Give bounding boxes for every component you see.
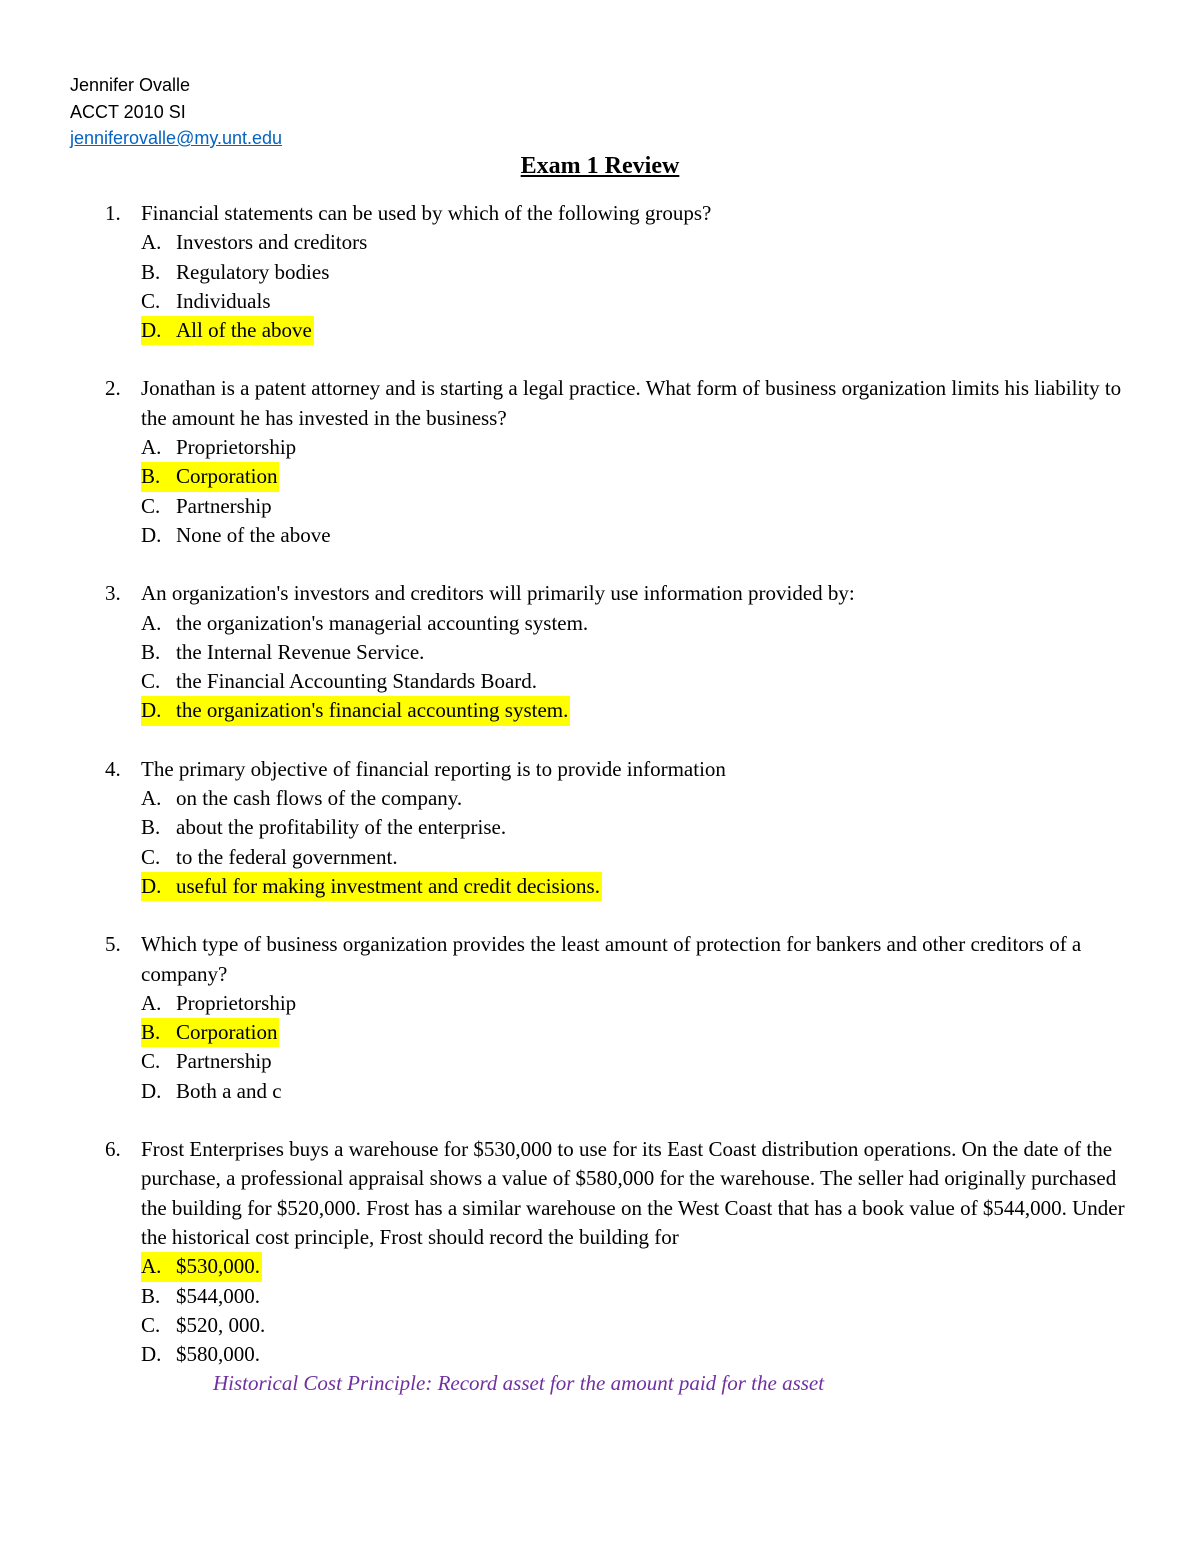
answer-choice (141, 1340, 1135, 1369)
answer-choice (141, 1311, 1135, 1340)
answer-choice (141, 638, 1135, 667)
question-number: 4. (105, 756, 121, 781)
answer-choice (141, 989, 1135, 1018)
explanation-note: Historical Cost Principle: Record asset for the amount paid for the asset (213, 1371, 825, 1396)
choice-letter: D. (141, 522, 162, 547)
question-text: An organization's investors and creditors will primarily use information provided by: (141, 581, 855, 606)
choice-text: Regulatory bodies (176, 259, 330, 284)
author-name: Jennifer Ovalle (70, 75, 191, 95)
choice-text: the organization's financial accounting system. (176, 698, 569, 723)
author-email-link[interactable]: jenniferovalle@my.unt.edu (70, 128, 283, 148)
choice-text: the Financial Accounting Standards Board. (176, 669, 538, 694)
choice-text: Partnership (176, 1049, 272, 1074)
choice-text: Investors and creditors (176, 230, 368, 255)
choice-letter: C. (141, 669, 161, 694)
choice-text: Corporation (176, 1020, 278, 1045)
answer-choice (141, 609, 1135, 638)
choice-letter: B. (141, 259, 161, 284)
answer-choice (141, 813, 1135, 842)
choice-letter: A. (141, 610, 162, 635)
question-text: Which type of business organization provides the least amount of protection for bankers and other creditors of a company? (141, 932, 1082, 986)
choice-letter: C. (141, 493, 161, 518)
answer-choice (141, 258, 1135, 287)
choice-text: to the federal government. (176, 844, 398, 869)
choice-letter: C. (141, 1049, 161, 1074)
question-3 (105, 579, 1135, 725)
answer-choice (141, 492, 1135, 521)
answer-choice-correct (141, 462, 279, 491)
choice-letter: A. (141, 1254, 162, 1279)
choice-letter: A. (141, 990, 162, 1015)
question-text: Frost Enterprises buys a warehouse for $530,000 to use for its East Coast distribution operations. On the date of the purchase, a professional appraisal shows a value of $580,000 for the warehouse. The seller had originally purchased the building for $520,000. Frost has a similar warehouse on the West Coast that has a book value of $544,000. Under the historical cost principle, Frost should record the building for (141, 1137, 1125, 1249)
choice-text: Proprietorship (176, 435, 297, 460)
answer-choice-correct (141, 1252, 262, 1281)
choice-letter: A. (141, 786, 162, 811)
course-code: ACCT 2010 SI (70, 101, 186, 122)
question-list (105, 199, 1135, 1428)
question-number: 5. (105, 932, 121, 957)
question-2 (105, 374, 1135, 550)
choice-text: about the profitability of the enterprise. (176, 815, 507, 840)
choice-letter: A. (141, 230, 162, 255)
answer-choice (141, 433, 1135, 462)
question-text: The primary objective of financial reporting is to provide information (141, 756, 726, 781)
choice-letter: C. (141, 1312, 161, 1337)
question-number: 2. (105, 376, 121, 401)
question-text: Jonathan is a patent attorney and is starting a legal practice. What form of business organization limits his liability to the amount he has invested in the business? (141, 376, 1122, 430)
question-6 (105, 1135, 1135, 1399)
answer-choice (141, 784, 1135, 813)
answer-choice-correct (141, 1018, 279, 1047)
question-1 (105, 199, 1135, 345)
choice-letter: B. (141, 815, 161, 840)
answer-choice (141, 843, 1135, 872)
choice-letter: B. (141, 464, 161, 489)
choice-text: the Internal Revenue Service. (176, 639, 425, 664)
answer-choice (141, 1047, 1135, 1076)
question-number: 3. (105, 581, 121, 606)
document-header (70, 72, 282, 152)
answer-choice (141, 1282, 1135, 1311)
choice-text: Partnership (176, 493, 272, 518)
choice-letter: C. (141, 288, 161, 313)
choice-letter: D. (141, 1078, 162, 1103)
choice-text: useful for making investment and credit decisions. (176, 873, 600, 898)
choice-text: Individuals (176, 288, 271, 313)
question-number: 1. (105, 201, 121, 225)
answer-choice-correct (141, 872, 602, 901)
choice-letter: D. (141, 698, 162, 723)
choice-letter: B. (141, 1283, 161, 1308)
choice-text: None of the above (176, 522, 331, 547)
choice-letter: D. (141, 873, 162, 898)
choice-letter: B. (141, 639, 161, 664)
answer-choice (141, 228, 1135, 257)
choice-text: Both a and c (176, 1078, 282, 1103)
answer-choice-correct (141, 316, 314, 345)
page-title: Exam 1 Review (520, 153, 680, 179)
question-4 (105, 755, 1135, 901)
choice-text: All of the above (176, 318, 312, 343)
answer-choice (141, 287, 1135, 316)
question-number: 6. (105, 1137, 121, 1162)
choice-letter: D. (141, 1342, 162, 1367)
choice-text: Corporation (176, 464, 278, 489)
choice-text: $530,000. (176, 1254, 260, 1279)
choice-letter: C. (141, 844, 161, 869)
answer-choice (141, 521, 1135, 550)
choice-letter: B. (141, 1020, 161, 1045)
answer-choice (141, 1077, 1135, 1106)
choice-text: Proprietorship (176, 990, 297, 1015)
choice-letter: A. (141, 435, 162, 460)
choice-text: $544,000. (176, 1283, 260, 1308)
answer-choice (141, 667, 1135, 696)
question-5 (105, 930, 1135, 1106)
question-text: Financial statements can be used by which of the following groups? (141, 201, 712, 225)
answer-choice-correct (141, 696, 570, 725)
choice-text: $580,000. (176, 1342, 260, 1367)
choice-text: the organization's managerial accounting system. (176, 610, 589, 635)
choice-text: $520, 000. (176, 1312, 266, 1337)
choice-text: on the cash flows of the company. (176, 786, 463, 811)
choice-letter: D. (141, 318, 162, 343)
